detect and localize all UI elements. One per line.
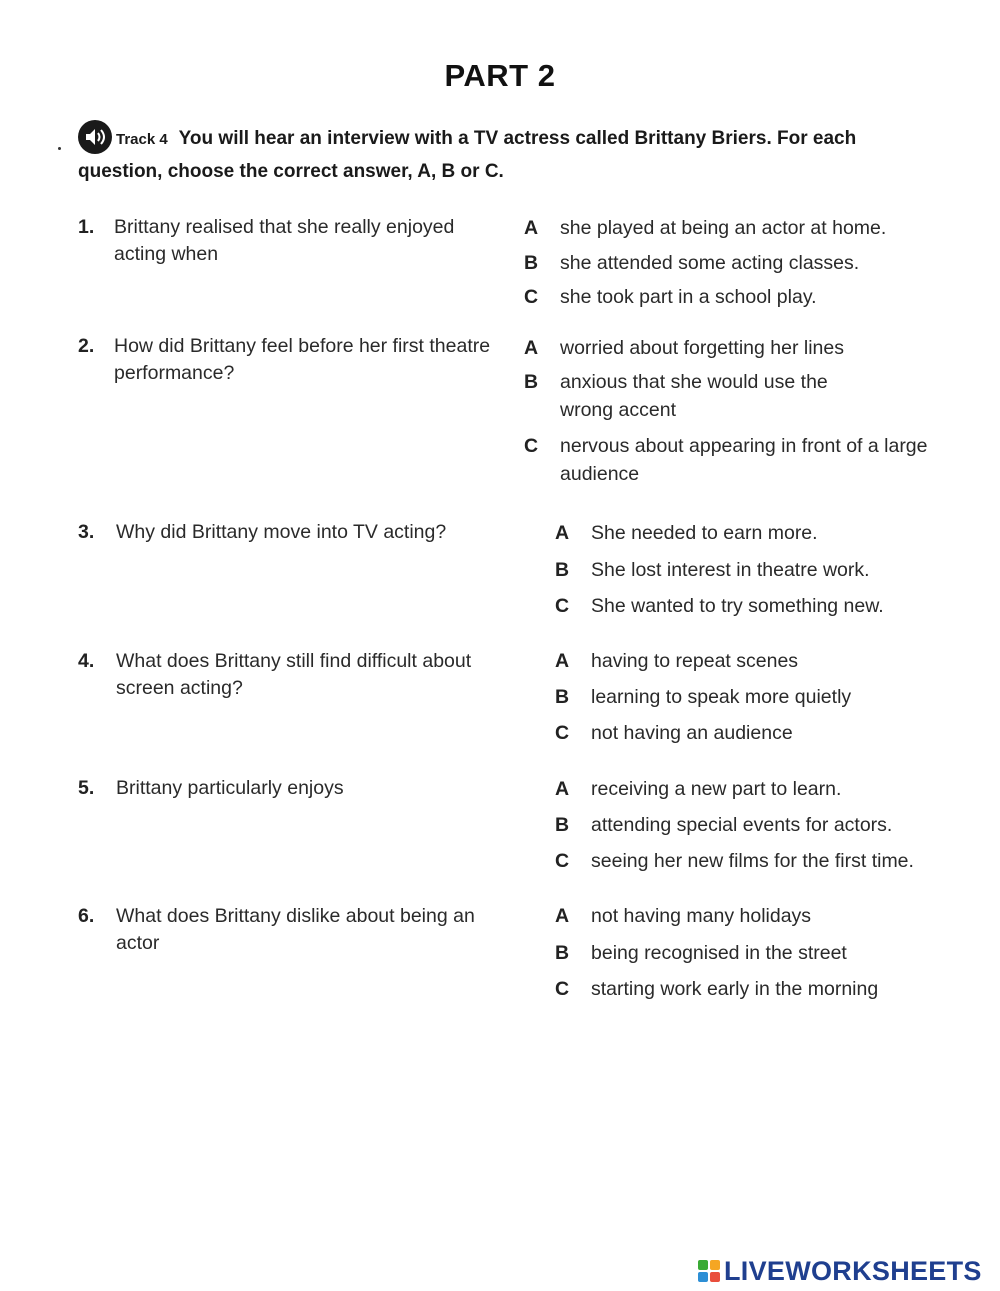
q3-option-a[interactable] <box>555 519 961 547</box>
question-number: 2. <box>78 335 95 357</box>
question-5 <box>78 775 496 802</box>
option-letter: C <box>555 978 570 1000</box>
track-label: Track 4 <box>116 131 168 149</box>
option-letter: B <box>555 686 570 708</box>
logo-text: LIVEWORKSHEETS <box>724 1255 982 1286</box>
q4-option-c[interactable] <box>555 719 961 747</box>
option-letter: C <box>555 850 570 872</box>
question-text: Brittany realised that she really enjoyed acting when <box>114 216 455 265</box>
question-text: What does Brittany dislike about being an actor <box>116 905 475 954</box>
option-letter: C <box>555 722 570 744</box>
liveworksheets-logo[interactable] <box>698 1254 982 1288</box>
option-text: being recognised in the street <box>591 942 847 964</box>
option-text: starting work early in the morning <box>591 978 879 1000</box>
question-number: 1. <box>78 216 95 238</box>
option-letter: A <box>524 217 539 239</box>
option-text: She needed to earn more. <box>591 522 818 544</box>
option-letter: A <box>524 337 539 359</box>
question-number: 4. <box>78 650 95 672</box>
logo-square <box>698 1272 708 1282</box>
question-number: 3. <box>78 521 95 543</box>
option-text: she took part in a school play. <box>560 286 817 308</box>
instructions <box>78 122 918 188</box>
option-letter: C <box>524 286 539 308</box>
option-letter: A <box>555 650 570 672</box>
logo-grid-icon <box>698 1260 720 1282</box>
q5-option-b[interactable] <box>555 811 961 839</box>
question-number: 5. <box>78 777 95 799</box>
option-letter: C <box>524 435 539 457</box>
q3-option-b[interactable] <box>555 556 961 584</box>
question-text: Brittany particularly enjoys <box>116 777 344 799</box>
option-letter: C <box>555 595 570 617</box>
q5-option-a[interactable] <box>555 775 961 803</box>
question-text: How did Brittany feel before her first theatre performance? <box>114 335 491 384</box>
speaker-icon[interactable] <box>78 120 112 154</box>
option-text: she played at being an actor at home. <box>560 217 887 239</box>
question-number: 6. <box>78 905 95 927</box>
q5-option-c[interactable] <box>555 847 991 875</box>
q6-option-a[interactable] <box>555 902 961 930</box>
option-text: not having many holidays <box>591 905 812 927</box>
q1-option-b[interactable] <box>524 249 930 277</box>
option-text: She lost interest in theatre work. <box>591 559 870 581</box>
option-text: seeing her new films for the first time. <box>591 850 914 872</box>
q1-option-c[interactable] <box>524 283 930 311</box>
option-text: worried about forgetting her lines <box>560 337 844 359</box>
option-text: having to repeat scenes <box>591 650 799 672</box>
page-title: PART 2 <box>444 58 556 93</box>
question-6 <box>78 903 496 957</box>
option-text: she attended some acting classes. <box>560 252 860 274</box>
question-4 <box>78 648 496 702</box>
option-text: receiving a new part to learn. <box>591 778 842 800</box>
logo-square <box>698 1260 708 1270</box>
q6-option-b[interactable] <box>555 939 961 967</box>
q2-option-b[interactable] <box>524 368 840 424</box>
option-text: nervous about appearing in front of a large audience <box>560 435 928 485</box>
question-text: What does Brittany still find difficult about screen acting? <box>116 650 472 699</box>
stray-mark <box>58 147 61 150</box>
option-letter: B <box>555 942 570 964</box>
q6-option-c[interactable] <box>555 975 961 1003</box>
option-text: not having an audience <box>591 722 793 744</box>
option-letter: A <box>555 522 570 544</box>
q4-option-a[interactable] <box>555 647 961 675</box>
option-text: She wanted to try something new. <box>591 595 884 617</box>
logo-square <box>710 1260 720 1270</box>
option-letter: B <box>555 814 570 836</box>
q1-option-a[interactable] <box>524 214 930 242</box>
q2-option-c[interactable] <box>524 432 930 488</box>
option-text: attending special events for actors. <box>591 814 893 836</box>
question-text: Why did Brittany move into TV acting? <box>116 521 447 543</box>
option-letter: B <box>555 559 570 581</box>
q3-option-c[interactable] <box>555 592 961 620</box>
option-letter: B <box>524 252 539 274</box>
option-text: learning to speak more quietly <box>591 686 852 708</box>
option-text: anxious that she would use the wrong accent <box>560 371 828 421</box>
option-letter: A <box>555 778 570 800</box>
instruction-text: You will hear an interview with a TV actress called Brittany Briers. For each question, choose the correct answer, A, B or C. <box>78 128 857 183</box>
q4-option-b[interactable] <box>555 683 961 711</box>
logo-square <box>710 1272 720 1282</box>
option-letter: A <box>555 905 570 927</box>
q2-option-a[interactable] <box>524 334 930 362</box>
option-letter: B <box>524 371 539 393</box>
question-1 <box>78 214 464 268</box>
question-2 <box>78 333 494 387</box>
question-3 <box>78 519 496 546</box>
